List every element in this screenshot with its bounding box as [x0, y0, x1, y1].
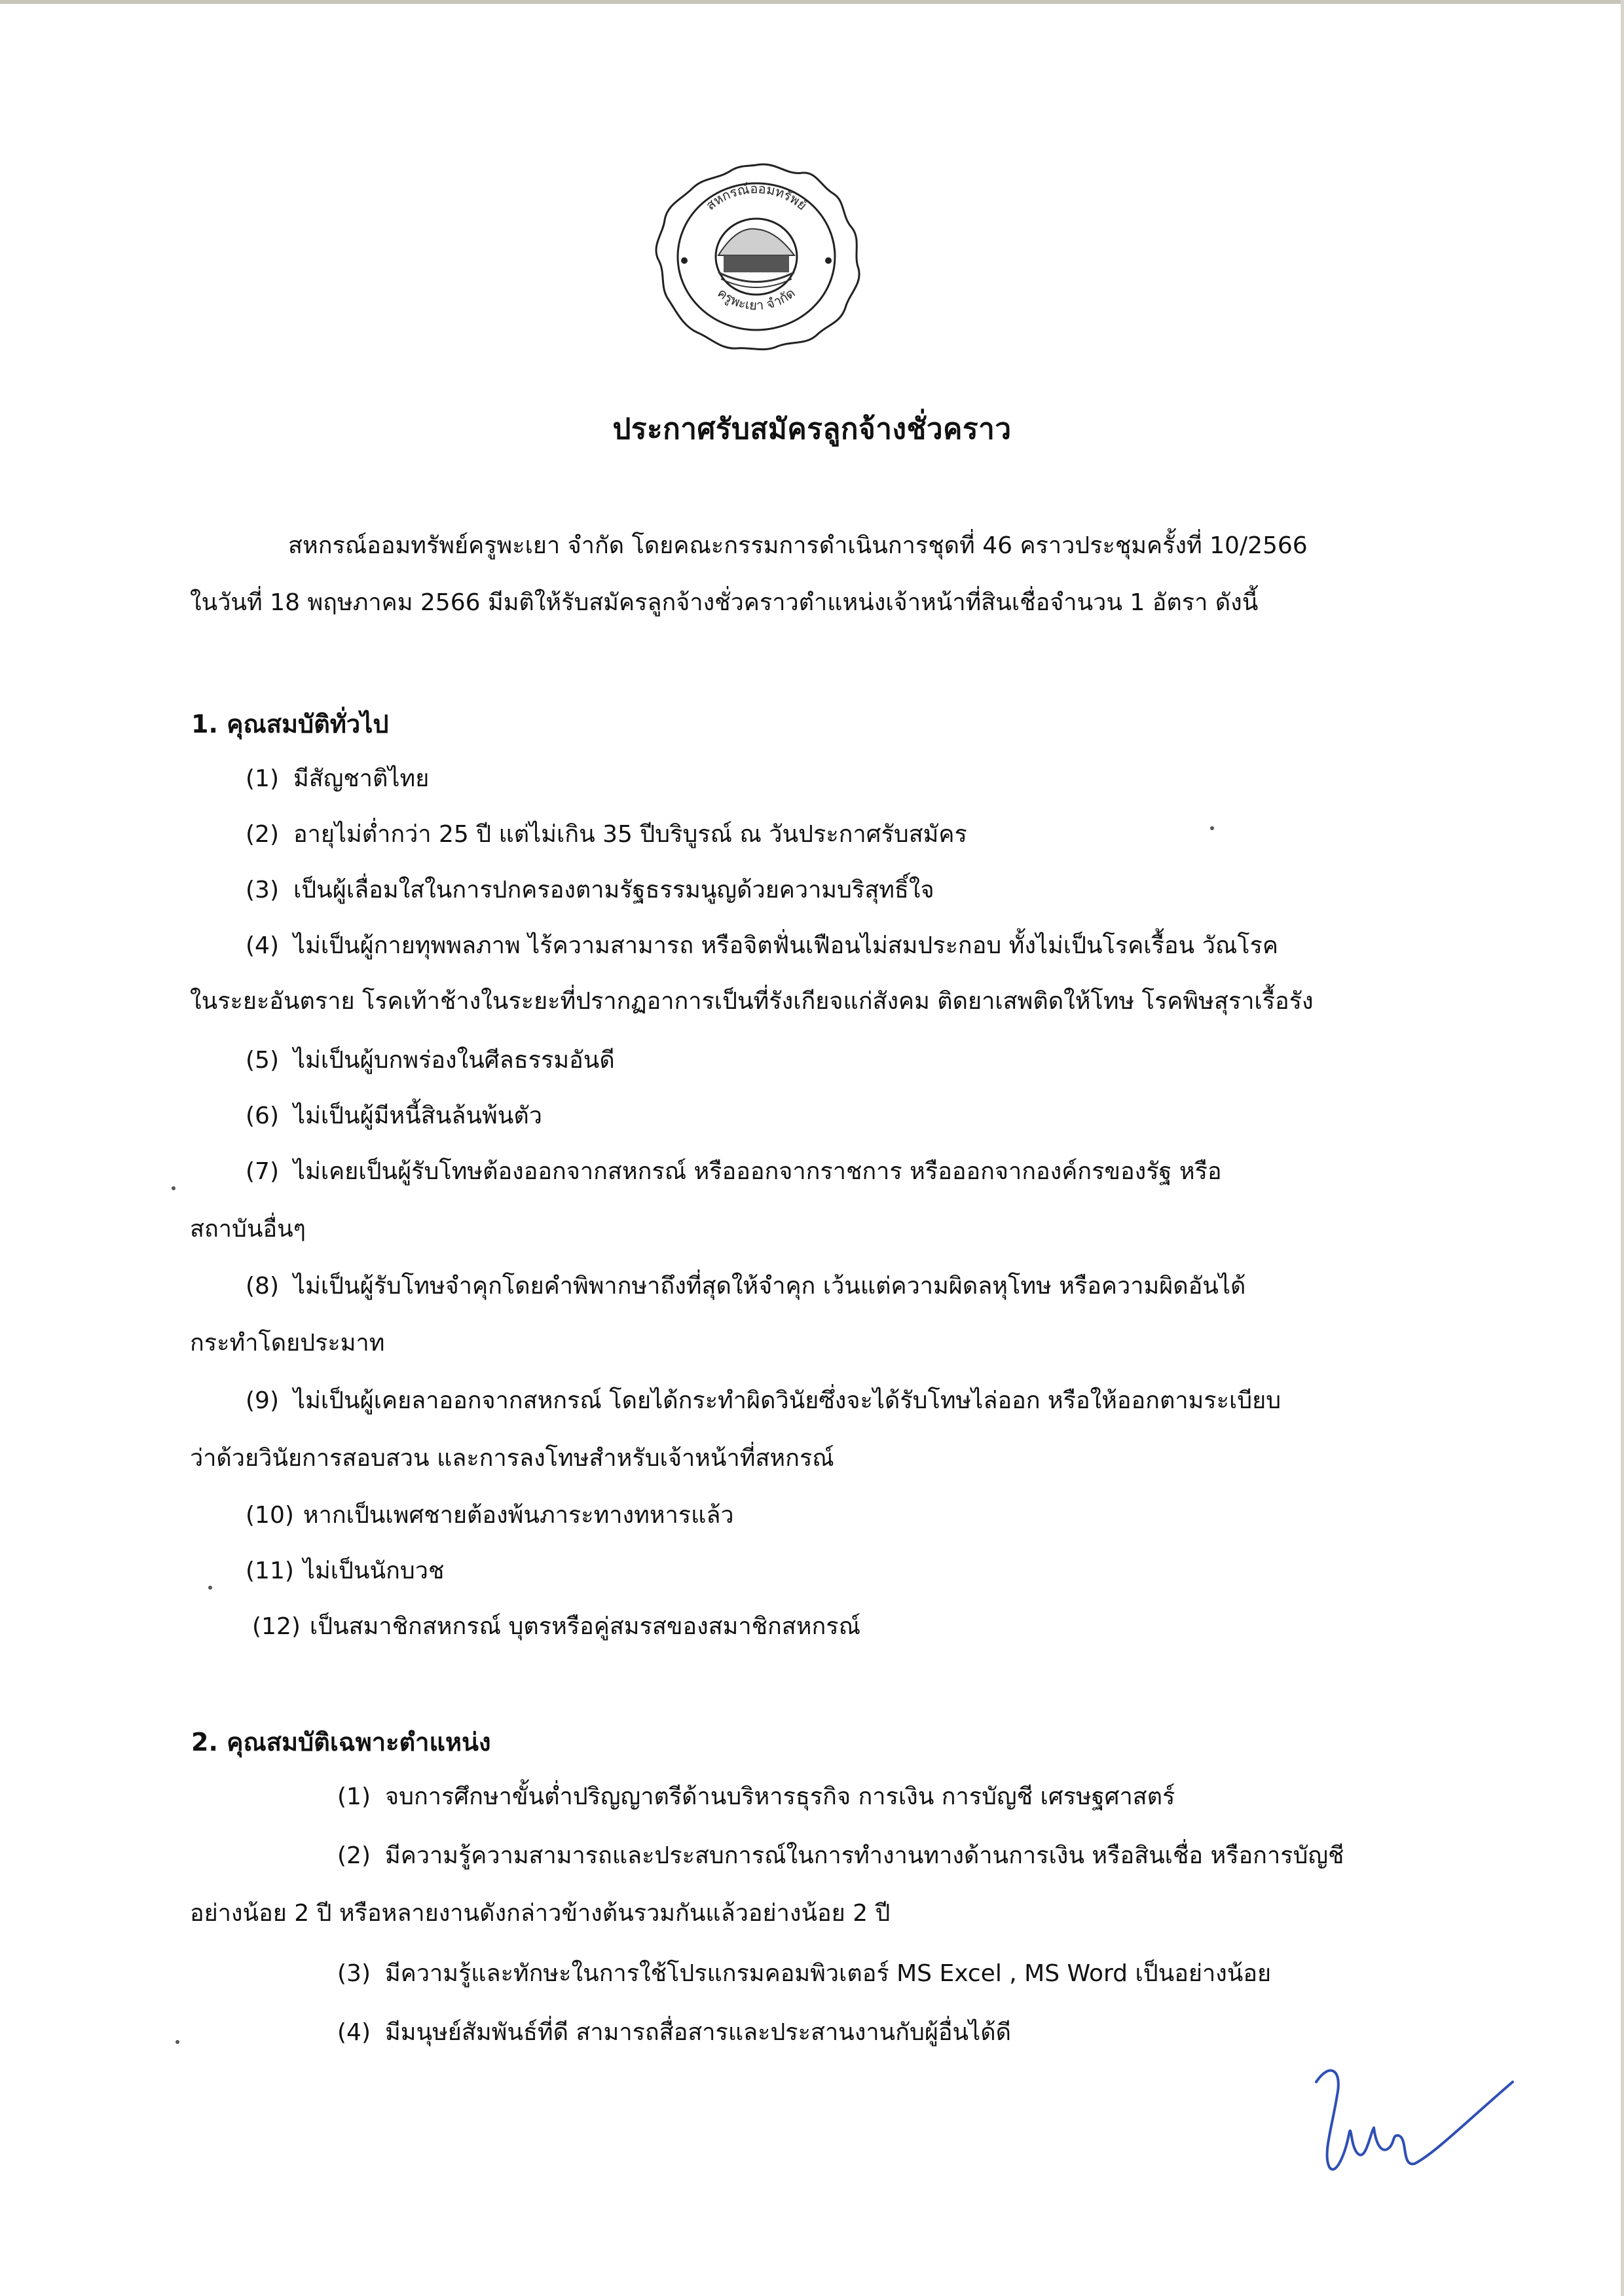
item-text: อายุไม่ต่ำกว่า 25 ปี แต่ไม่เกิน 35 ปีบริบูรณ์ ณ วันประกาศรับสมัคร	[293, 821, 967, 848]
svg-text:ครูพะเยา จำกัด	[714, 285, 798, 313]
item-number: (12)	[252, 1613, 301, 1640]
item-number: (11)	[246, 1558, 294, 1584]
item-number: (10)	[246, 1502, 294, 1529]
item-number: (1)	[337, 1783, 371, 1810]
seal-text-bottom: ครูพะเยา จำกัด	[714, 285, 798, 314]
list-item	[246, 759, 429, 797]
item-text: มีความรู้ความสามารถและประสบการณ์ในการทำงานทางด้านการเงิน หรือสินเชื่อ หรือการบัญชี	[385, 1842, 1344, 1869]
intro-paragraph	[190, 517, 1473, 631]
item-number: (8)	[246, 1273, 279, 1300]
list-item	[246, 1381, 1281, 1419]
scan-speck	[1210, 826, 1214, 830]
list-item	[246, 1041, 615, 1078]
item-continuation: อย่างน้อย 2 ปี หรือหลายงานดังกล่าวข้างต้นรวมกันแล้วอย่างน้อย 2 ปี	[190, 1900, 891, 1927]
item-text: มีมนุษย์สัมพันธ์ที่ดี สามารถสื่อสารและประสานงานกับผู้อื่นได้ดี	[385, 2019, 1012, 2046]
item-text: ไม่เคยเป็นผู้รับโทษต้องออกจากสหกรณ์ หรือออกจากราชการ หรือออกจากองค์กรของรัฐ หรือ	[293, 1158, 1222, 1185]
item-text: หากเป็นเพศชายต้องพ้นภาระทางทหารแล้ว	[303, 1502, 734, 1529]
list-item	[337, 1836, 1344, 1874]
scan-speck	[175, 2040, 179, 2044]
svg-text:สหกรณ์ออมทรัพย์	[703, 181, 810, 213]
scan-speck	[172, 1186, 175, 1190]
section-1-heading: 1. คุณสมบัติทั่วไป	[191, 710, 389, 738]
item-continuation: สถาบันอื่นๆ	[190, 1216, 306, 1243]
item-continuation: ว่าด้วยวินัยการสอบสวน และการลงโทษสำหรับเจ้าหน้าที่สหกรณ์	[190, 1445, 834, 1472]
list-item	[246, 815, 967, 852]
intro-line-1: สหกรณ์ออมทรัพย์ครูพะเยา จำกัด โดยคณะกรรมการดำเนินการชุดที่ 46 คราวประชุมครั้งที่ 10/2566	[288, 532, 1308, 559]
item-continuation: กระทำโดยประมาท	[190, 1330, 385, 1357]
section-2-heading: 2. คุณสมบัติเฉพาะตำแหน่ง	[191, 1728, 491, 1757]
item-text: เป็นผู้เลื่อมใสในการปกครองตามรัฐธรรมนูญด้วยความบริสุทธิ์ใจ	[293, 877, 934, 903]
item-number: (4)	[337, 2019, 371, 2046]
list-item	[246, 1152, 1222, 1190]
item-number: (1)	[246, 765, 279, 792]
intro-line-2: ในวันที่ 18 พฤษภาคม 2566 มีมติให้รับสมัครลูกจ้างชั่วคราวตำแหน่งเจ้าหน้าที่สินเชื่อจำนวน 1 อัตรา ดังนี้	[190, 589, 1259, 616]
list-item	[246, 1552, 444, 1589]
list-item	[337, 1777, 1175, 1815]
item-number: (2)	[337, 1842, 371, 1869]
item-text: ไม่เป็นผู้บกพร่องในศีลธรรมอันดี	[293, 1047, 615, 1074]
item-number: (9)	[246, 1387, 279, 1414]
item-number: (5)	[246, 1047, 279, 1074]
signature-mark	[1303, 2056, 1526, 2187]
item-text: ไม่เป็นผู้รับโทษจำคุกโดยคำพิพากษาถึงที่สุดให้จำคุก เว้นแต่ความผิดลหุโทษ หรือความผิดอันได้	[293, 1273, 1246, 1300]
list-item	[337, 1954, 1271, 1992]
page-edge-right	[1621, 0, 1624, 2296]
page-edge	[0, 0, 1624, 4]
seal-text-top: สหกรณ์ออมทรัพย์	[703, 180, 810, 213]
item-text: มีสัญชาติไทย	[293, 765, 430, 792]
item-number: (4)	[246, 932, 279, 959]
list-item	[246, 926, 1278, 964]
item-text: ไม่เป็นนักบวช	[303, 1558, 445, 1584]
item-number: (3)	[337, 1960, 371, 1987]
item-text: มีความรู้และทักษะในการใช้โปรแกรมคอมพิวเตอร์ MS Excel , MS Word เป็นอย่างน้อย	[385, 1960, 1272, 1987]
list-item	[246, 1097, 542, 1134]
list-item	[337, 2013, 1011, 2050]
scan-speck	[208, 1586, 212, 1590]
list-item	[246, 871, 934, 908]
list-item	[252, 1607, 860, 1645]
item-text: ไม่เป็นผู้กายทุพพลภาพ ไร้ความสามารถ หรือจิตฟั่นเฟือนไม่สมประกอบ ทั้งไม่เป็นโรคเรื้อน วัณโรค	[293, 932, 1278, 959]
cooperative-seal-logo	[645, 157, 868, 354]
item-number: (6)	[246, 1102, 279, 1129]
item-number: (3)	[246, 877, 279, 903]
item-number: (2)	[246, 821, 279, 848]
item-text: จบการศึกษาขั้นต่ำปริญญาตรีด้านบริหารธุรกิจ การเงิน การบัญชี เศรษฐศาสตร์	[385, 1783, 1175, 1810]
item-text: ไม่เป็นผู้มีหนี้สินล้นพ้นตัว	[293, 1102, 542, 1129]
item-text: ไม่เป็นผู้เคยลาออกจากสหกรณ์ โดยได้กระทำผิดวินัยซึ่งจะได้รับโทษไล่ออก หรือให้ออกตามระเบียบ	[293, 1387, 1282, 1414]
item-text: เป็นสมาชิกสหกรณ์ บุตรหรือคู่สมรสของสมาชิกสหกรณ์	[309, 1613, 861, 1640]
list-item	[246, 1496, 734, 1533]
item-continuation: ในระยะอันตราย โรคเท้าช้างในระยะที่ปรากฏอาการเป็นที่รังเกียจแก่สังคม ติดยาเสพติดให้โทษ โรคพิษสุราเรื้อรัง	[190, 988, 1314, 1015]
announcement-title: ประกาศรับสมัครลูกจ้างชั่วคราว	[612, 412, 1012, 446]
list-item	[246, 1267, 1246, 1304]
item-number: (7)	[246, 1158, 279, 1185]
